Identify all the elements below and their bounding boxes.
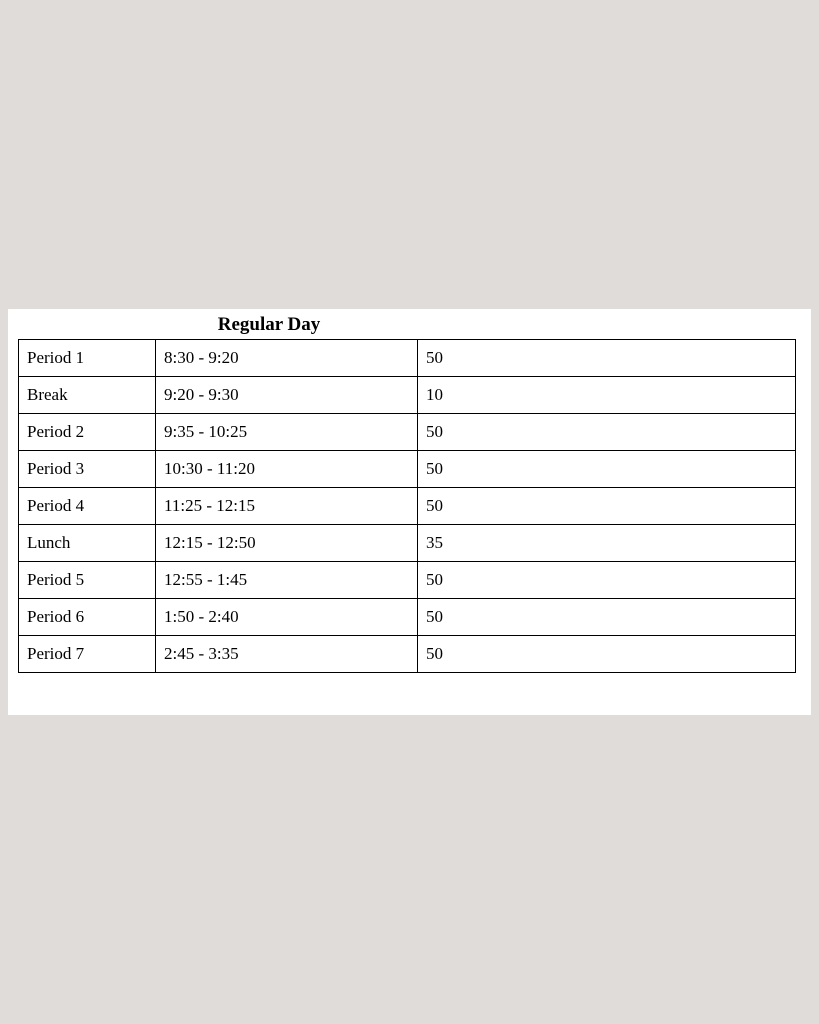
table-row (19, 525, 796, 562)
table-row (19, 340, 796, 377)
minutes-cell: 50 (418, 488, 796, 525)
period-name-cell: Lunch (19, 525, 156, 562)
minutes-cell: 50 (418, 599, 796, 636)
schedule-table (18, 339, 796, 673)
period-name-cell: Period 4 (19, 488, 156, 525)
minutes-cell: 50 (418, 636, 796, 673)
period-name-cell: Break (19, 377, 156, 414)
table-row (19, 451, 796, 488)
table-row (19, 636, 796, 673)
time-range-cell: 8:30 - 9:20 (156, 340, 418, 377)
period-name-cell: Period 7 (19, 636, 156, 673)
minutes-cell: 50 (418, 340, 796, 377)
time-range-cell: 12:55 - 1:45 (156, 562, 418, 599)
period-name-cell: Period 5 (19, 562, 156, 599)
period-name-cell: Period 1 (19, 340, 156, 377)
minutes-cell: 50 (418, 451, 796, 488)
minutes-cell: 50 (418, 562, 796, 599)
minutes-cell: 50 (418, 414, 796, 451)
table-row (19, 562, 796, 599)
time-range-cell: 10:30 - 11:20 (156, 451, 418, 488)
time-range-cell: 9:35 - 10:25 (156, 414, 418, 451)
period-name-cell: Period 6 (19, 599, 156, 636)
time-range-cell: 9:20 - 9:30 (156, 377, 418, 414)
time-range-cell: 2:45 - 3:35 (156, 636, 418, 673)
time-range-cell: 11:25 - 12:15 (156, 488, 418, 525)
minutes-cell: 10 (418, 377, 796, 414)
period-name-cell: Period 2 (19, 414, 156, 451)
schedule-sheet (8, 309, 811, 715)
table-row (19, 488, 796, 525)
table-row (19, 599, 796, 636)
period-name-cell: Period 3 (19, 451, 156, 488)
minutes-cell: 35 (418, 525, 796, 562)
table-row (19, 414, 796, 451)
table-row (19, 377, 796, 414)
time-range-cell: 12:15 - 12:50 (156, 525, 418, 562)
time-range-cell: 1:50 - 2:40 (156, 599, 418, 636)
schedule-title: Regular Day (217, 314, 321, 335)
